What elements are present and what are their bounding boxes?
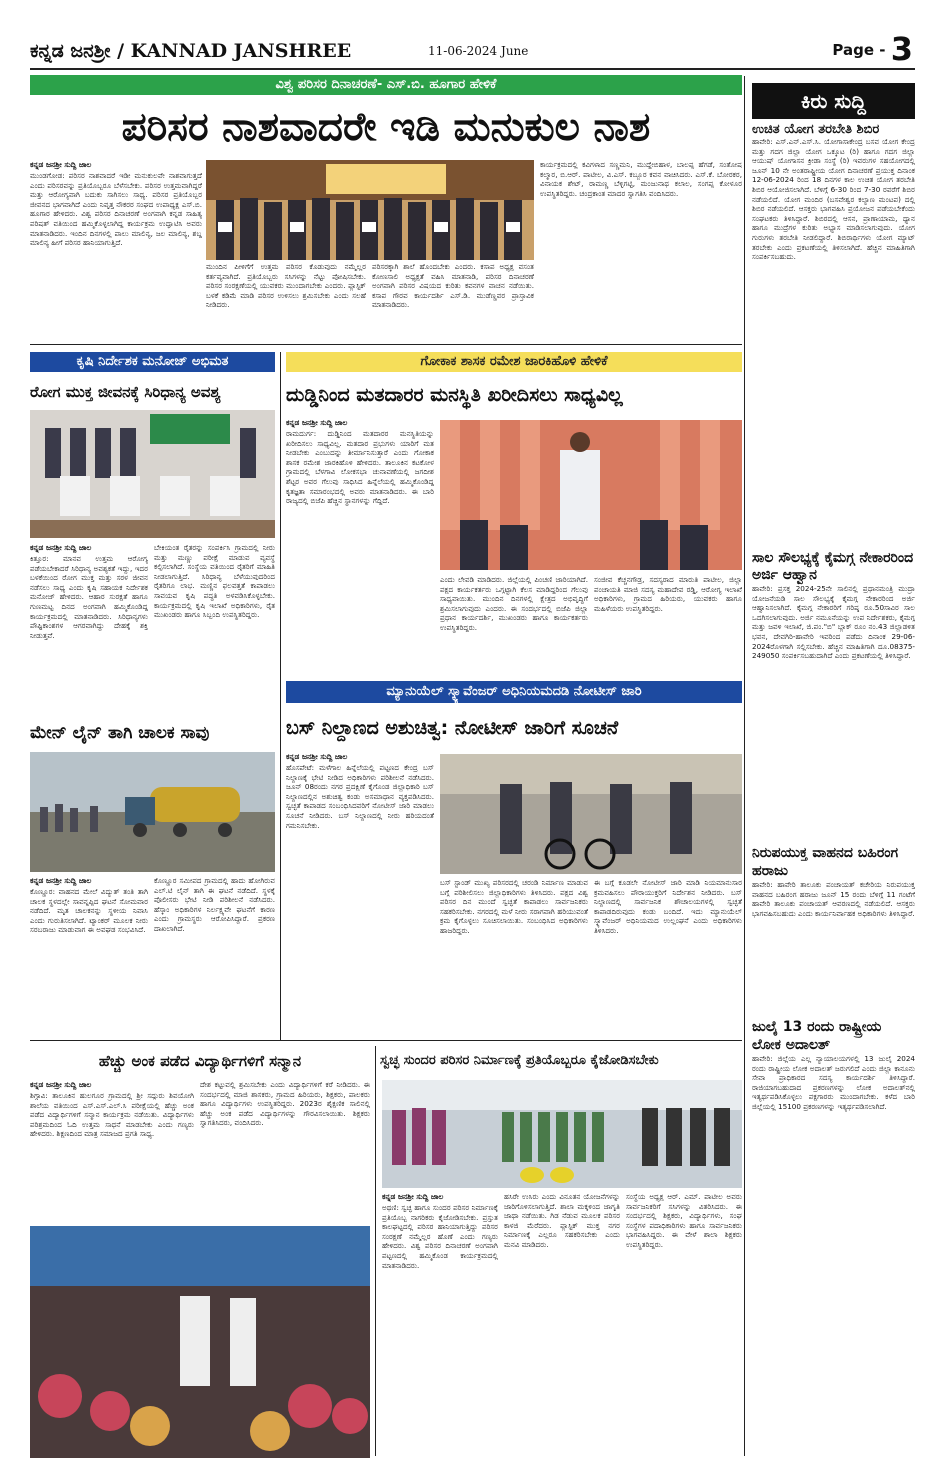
page-indicator [832,30,913,68]
top-story-col1 [30,160,202,338]
agri-story-photo [30,410,275,538]
accident-story-photo [30,752,275,872]
speaker-photo-image [440,420,742,570]
article-text: ಮುಂಡಗೋಡ: ಪರಿಸರ ನಾಶವಾದರೆ ಇಡೀ ಮನುಕುಲವೇ ನಾಶವಾಗುತ್ತದೆ ಎಂದು ಪರಿಸರವನ್ನು ಪ್ರತಿಯೊಬ್ಬರೂ ಬೆಳೆಸಬೇಕು. ಪರಿಸರ ಉತ್ತಮವಾಗಿದ್ದರೆ ಮತ್ತು ಆರೋಗ್ಯವಾಗಿ ಬದುಕು ಸಾಗಿಸಲು ಸಾಧ್ಯ. ಪರಿಸರ ಪ್ರತಿಯೊಬ್ಬರ ಜೀವನದ ಭಾಗವಾಗಿದೆ ಎಂದು ನಿವೃತ್ತ ನೌಕರರ ಸಂಘದ ಉಪಾಧ್ಯಕ್ಷ ಎಸ್.ಬಿ. ಹೂಗಾರ ಹೇಳಿದರು. ವಿಶ್ವ ಪರಿಸರ ದಿನಾಚರಣೆ ಅಂಗವಾಗಿ ಕನ್ನಡ ಸಾಹಿತ್ಯ ಪರಿಷತ್ ವತಿಯಿಂದ ಹಮ್ಮಿಕೊಳ್ಳಲಾಗಿದ್ದ ಕಾರ್ಯಕ್ರಮ ಉದ್ಘಾಟಿಸಿ ಅವರು ಮಾತನಾಡಿದರು. ಇಂದಿನ ದಿನಗಳಲ್ಲಿ ಪಾಲು ಮಾಲಿನ್ಯ, ಜಲ ಮಾಲಿನ್ಯ, ಶಬ್ದ ಮಾಲಿನ್ಯ ಹೀಗೆ ಪರಿಸರ ಹಾನಿಯಾಗುತ್ತಿದೆ. [30,171,202,248]
column-divider [375,1046,376,1456]
column-divider [280,352,281,1040]
page-number: 3 [890,30,913,68]
felicitation-photo-image [30,1226,370,1458]
side-item-body: ಹಾವೇರಿ: ಪ್ರಸಕ್ತ 2024-25ನೇ ಸಾಲಿನಲ್ಲಿ ಪ್ರಧಾನಮಂತ್ರಿ ಮುದ್ರಾ ಯೋಜನೆಯಡಿ ಸಾಲ ಸೌಲಭ್ಯಕ್ಕೆ ಕೈಮಗ್ಗ ನೇಕಾರರಿಂದ ಅರ್ಜಿ ಆಹ್ವಾನಿಸಲಾಗಿದೆ. ಕೈಮಗ್ಗ ನೇಕಾರರಿಗೆ ಗರಿಷ್ಠ ರೂ.50ಸಾವಿರ ಸಾಲ ಒದಗಿಸಲಾಗುವುದು. ಅರ್ಜಿ ನಮೂನೆಯನ್ನು ಉಪ ನಿರ್ದೇಶಕರು, ಕೈಮಗ್ಗ ಮತ್ತು ಜವಳಿ ಇಲಾಖೆ, ಜಿ.ಪಂ."ಬಿ" ಬ್ಲಾಕ್ ರೂಂ ನಂ.43 ಜಿಲ್ಲಾಡಳಿತ ಭವನ, ದೇವಗಿರಿ-ಹಾವೇರಿ ಇವರಿಂದ ಪಡೆದು ದಿನಾಂಕ 29-06-2024ರೊಳಗಾಗಿ ಸಲ್ಲಿಸಬೇಕು. ಹೆಚ್ಚಿನ ಮಾಹಿತಿಗಾಗಿ ದೂ.08375-249050 ಸಂಪರ್ಕಿಸಬಹುದಾಗಿದೆ ಎಂದು ಪ್ರಕಟಣೆಯಲ್ಲಿ ತಿಳಿಸಿದ್ದಾರೆ. [752,584,915,661]
agri-story-headline: ರೋಗ ಮುಕ್ತ ಜೀವನಕ್ಕೆ ಸಿರಿಧಾನ್ಯ ಅವಶ್ಯ [30,383,221,401]
bus-stand-photo-image [440,754,742,874]
byline: ಕನ್ನಡ ಜನಶ್ರೀ ಸುದ್ದಿ ಜಾಲ [286,418,348,427]
students-story-photo [30,1226,370,1458]
byline: ಕನ್ನಡ ಜನಶ್ರೀ ಸುದ್ದಿ ಜಾಲ [30,160,92,169]
clean-story-headline: ಸ್ವಚ್ಛ ಸುಂದರ ಪರಿಸರ ನಿರ್ಮಾಣಕ್ಕೆ ಪ್ರತಿಯೊಬ್ಬರೂ ಕೈಜೋಡಿಸಬೇಕು [380,1053,659,1068]
scavenger-story-kicker: ಮ್ಯಾನುಯೆಲ್ ಸ್ಕ್ಯಾವೆಂಜರ್ ಅಧಿನಿಯಮದಡಿ ನೋಟೀಸ್ ಜಾರಿ [286,681,742,703]
students-story-col1 [30,1080,194,1220]
scavenger-story-headline: ಬಸ್ ನಿಲ್ದಾಣದ ಅಶುಚಿತ್ವ: ನೋಟೀಸ್ ಜಾರಿಗೆ ಸೂಚನೆ [286,717,619,739]
article-text: ಹೊಸಪೇಟೆ: ಮಳೆಗಾಲ ಹಿನ್ನೆಲೆಯಲ್ಲಿ ಪಟ್ಟಣದ ಕೇಂದ್ರ ಬಸ್ ನಿಲ್ದಾಣಕ್ಕೆ ಭೇಟಿ ನೀಡಿದ ಅಧಿಕಾರಿಗಳು ಪರಿಶೀಲನೆ ನಡೆಸಿದರು. ಜೂನ್ 08ರಂದು ನಗರ ಪ್ರದಕ್ಷಿಣೆ ಕೈಗೊಂಡ ಜಿಲ್ಲಾಧಿಕಾರಿ ಬಸ್ ನಿಲ್ದಾಣದಲ್ಲಿನ ಅಶುಚಿತ್ವ ಕಂಡು ಅಸಮಾಧಾನ ವ್ಯಕ್ತಪಡಿಸಿದರು. ಸ್ವಚ್ಛತೆ ಕಾಪಾಡದ ಸಂಬಂಧಿಸಿದವರಿಗೆ ನೋಟೀಸ್ ಜಾರಿ ಮಾಡಲು ಸೂಚನೆ ನೀಡಿದರು. ಬಸ್ ನಿಲ್ದಾಣದಲ್ಲಿ ನೀರು ಹರಿಯದಂತೆ ಗಮನಿಸಬೇಕು. [286,763,434,830]
officials-photo-image [30,410,275,538]
article-text: ಅಥಣಿ: ಸ್ವಚ್ಛ ಹಾಗೂ ಸುಂದರ ಪರಿಸರ ನಿರ್ಮಾಣಕ್ಕೆ ಪ್ರತಿಯೊಬ್ಬ ನಾಗರಿಕರು ಕೈಜೋಡಿಸಬೇಕು. ಪ್ರಸ್ತುತ ಕಾಲಘಟ್ಟದಲ್ಲಿ ಪರಿಸರ ಹಾನಿಯಾಗುತ್ತಿದ್ದು ಪರಿಸರ ಸಂರಕ್ಷಣೆ ನಮ್ಮೆಲ್ಲರ ಹೊಣೆ ಎಂದು ಗಣ್ಯರು ಹೇಳಿದರು. ವಿಶ್ವ ಪರಿಸರ ದಿನಾಚರಣೆ ಅಂಗವಾಗಿ ಪಟ್ಟಣದಲ್ಲಿ ಹಮ್ಮಿಕೊಂಡ ಕಾರ್ಯಕ್ರಮದಲ್ಲಿ ಮಾತನಾಡಿದರು. [382,1203,498,1270]
clean-story-col1 [382,1192,498,1456]
side-item-loan [752,550,915,840]
byline: ಕನ್ನಡ ಜನಶ್ರೀ ಸುದ್ದಿ ಜಾಲ [30,543,92,552]
side-news-title: ಕಿರು ಸುದ್ದಿ [752,83,915,119]
clean-story-col2: ಹಸಿರೇ ಉಸಿರು ಎಂದು ವಿನೂತನ ಯೋಜನೆಗಳನ್ನು ಜಾರಿಗೊಳಿಸಲಾಗುತ್ತಿದೆ. ಶಾಲಾ ಮಕ್ಕಳಿಂದ ಜಾಗೃತಿ ಜಾಥಾ ನಡೆಯಿತು. ಗಿಡ ನೆಡುವ ಮೂಲಕ ಪರಿಸರ ಕಾಳಜಿ ಮೆರೆದರು. ಪ್ಲಾಸ್ಟಿಕ್ ಮುಕ್ತ ನಗರ ನಿರ್ಮಾಣಕ್ಕೆ ಎಲ್ಲರೂ ಸಹಕರಿಸಬೇಕು ಎಂದು ಮನವಿ ಮಾಡಿದರು. [504,1192,620,1249]
top-story-photo [206,160,534,260]
group-photo-image [206,160,534,260]
agri-story-col1 [30,543,148,713]
top-story-kicker: ವಿಶ್ವ ಪರಿಸರ ದಿನಾಚರಣೆ- ಎಸ್.ಬಿ. ಹೂಗಾರ ಹೇಳಿಕೆ [30,75,742,95]
page-label: Page - [832,41,886,59]
gokak-story-photo [440,420,742,570]
byline: ಕನ್ನಡ ಜನಶ್ರೀ ಸುದ್ದಿ ಜಾಲ [286,752,348,761]
clean-story-col3: ಸಂಸ್ಥೆಯ ಅಧ್ಯಕ್ಷ ಆರ್. ಎಮ್. ಪಾಟೀಲ ಅವರು ಸಾರ್ವಜನಿಕರಿಗೆ ಸಸಿಗಳನ್ನು ವಿತರಿಸಿದರು. ಈ ಸಂದರ್ಭದಲ್ಲಿ ಶಿಕ್ಷಕರು, ವಿದ್ಯಾರ್ಥಿಗಳು, ಸಂಘ ಸಂಸ್ಥೆಗಳ ಪದಾಧಿಕಾರಿಗಳು ಹಾಗೂ ಸಾರ್ವಜನಿಕರು ಭಾಗವಹಿಸಿದ್ದರು. ಈ ವೇಳೆ ಶಾಲಾ ಶಿಕ್ಷಕರು ಉಪಸ್ಥಿತರಿದ್ದರು. [626,1192,742,1249]
side-item-body: ಹಾವೇರಿ: ಹಾವೇರಿ ತಾಲೂಕು ಪಂಚಾಯತ್ ಕಚೇರಿಯ ನಿರುಪಯುಕ್ತ ವಾಹನದ ಬಹಿರಂಗ ಹರಾಜು ಜೂನ್ 15 ರಂದು ಬೆಳಿಗ್ಗೆ 11 ಗಂಟೆಗೆ ಹಾವೇರಿ ತಾಲೂಕು ಪಂಚಾಯತ್ ಆವರಣದಲ್ಲಿ ನಡೆಯಲಿದೆ. ಆಸಕ್ತರು ಭಾಗವಹಿಸಬಹುದು ಎಂದು ಕಾರ್ಯನಿರ್ವಾಹಕ ಅಧಿಕಾರಿಗಳು ತಿಳಿಸಿದ್ದಾರೆ. [752,880,915,918]
clean-drive-photo-image [382,1080,742,1188]
side-item-yoga [752,122,915,547]
article-text: ರಾಮದುರ್ಗ: ದುಡ್ಡಿನಿಂದ ಮತದಾರರ ಮನಸ್ಥಿತಿಯನ್ನು ಖರೀದಿಸಲು ಸಾಧ್ಯವಿಲ್ಲ. ಮತದಾರ ಪ್ರಭುಗಳು ಯಾರಿಗೆ ಮತ ನೀಡಬೇಕು ಎಂಬುದನ್ನು ತೀರ್ಮಾನಿಸುತ್ತಾರೆ ಎಂದು ಗೋಕಾಕ ಶಾಸಕ ರಮೇಶ ಜಾರಕಿಹೊಳಿ ಹೇಳಿದರು. ತಾಲೂಕಿನ ಕಟಕೋಳ ಗ್ರಾಮದಲ್ಲಿ ಬೆಳಗಾವಿ ಲೋಕಸಭಾ ಚುನಾವಣೆಯಲ್ಲಿ ಜಗದೀಶ ಶೆಟ್ಟರ ಅವರ ಗೆಲುವು ಸಾಧಿಸಿದ ಹಿನ್ನೆಲೆಯಲ್ಲಿ ಹಮ್ಮಿಕೊಂಡಿದ್ದ ಕೃತಜ್ಞತಾ ಸಮಾರಂಭದಲ್ಲಿ ಅವರು ಮಾತನಾಡಿದರು. ಈ ಬಾರಿ ರಾಜ್ಯದಲ್ಲಿ ಬಿಜೆಪಿ ಹೆಚ್ಚಿನ ಸ್ಥಾನಗಳನ್ನು ಗೆದ್ದಿದೆ. [286,429,434,506]
column-divider [744,76,746,1456]
top-story-col2: ಮುಂದಿನ ಪೀಳಿಗೆಗೆ ಉತ್ತಮ ಪರಿಸರ ಕೊಡುವುದು ನಮ್ಮೆಲ್ಲರ ಕರ್ತವ್ಯವಾಗಿದೆ. ಪ್ರತಿಯೊಬ್ಬರು ಸಸಿಗಳನ್ನು ನೆಟ್ಟು ಪೋಷಿಸಬೇಕು. ಪರಿಸರ ಸಂರಕ್ಷಣೆಯಲ್ಲಿ ಯುವಕರು ಮುಂದಾಗಬೇಕು ಎಂದರು. ಪ್ಲಾಸ್ಟಿಕ್ ಬಳಕೆ ಕಡಿಮೆ ಮಾಡಿ ಪರಿಸರ ಉಳಿಸಲು ಶ್ರಮಿಸಬೇಕು ಎಂದು ಸಲಹೆ ನೀಡಿದರು. [206,262,366,310]
article-text: ಕೊಣ್ಣೂರ: ವಾಹನದ ಮೇಲೆ ವಿದ್ಯುತ್ ತಂತಿ ತಾಗಿ ಚಾಲಕ ಸ್ಥಳದಲ್ಲೇ ಸಾವನ್ನಪ್ಪಿದ ಘಟನೆ ಸೋಮವಾರ ನಡೆದಿದೆ. ಮೃತ ಚಾಲಕನನ್ನು ಸ್ಥಳೀಯ ನಿವಾಸಿ ಎಂದು ಗುರುತಿಸಲಾಗಿದೆ. ಟ್ಯಾಂಕರ್ ಮೂಲಕ ನೀರು ಸರಬರಾಜು ಮಾಡುವಾಗ ಈ ಅವಘಡ ಸಂಭವಿಸಿದೆ. [30,887,148,935]
side-item-body: ಹಾವೇರಿ: ಜಿಲ್ಲೆಯ ಎಲ್ಲ ನ್ಯಾಯಾಲಯಗಳಲ್ಲಿ 13 ಜುಲೈ 2024 ರಂದು ರಾಷ್ಟ್ರೀಯ ಲೋಕ ಅದಾಲತ್ ಜರುಗಲಿದೆ ಎಂದು ಜಿಲ್ಲಾ ಕಾನೂನು ಸೇವಾ ಪ್ರಾಧಿಕಾರದ ಸದಸ್ಯ ಕಾರ್ಯದರ್ಶಿ ತಿಳಿಸಿದ್ದಾರೆ. ರಾಜಿಯಾಗಬಹುದಾದ ಪ್ರಕರಣಗಳನ್ನು ಲೋಕ ಅದಾಲತ್‌ನಲ್ಲಿ ಇತ್ಯರ್ಥಪಡಿಸಿಕೊಳ್ಳಲು ಪಕ್ಷಗಾರರು ಮುಂದಾಗಬೇಕು. ಕಳೆದ ಬಾರಿ ಜಿಲ್ಲೆಯಲ್ಲಿ 15100 ಪ್ರಕರಣಗಳನ್ನು ಇತ್ಯರ್ಥಪಡಿಸಲಾಗಿದೆ. [752,1054,915,1111]
scavenger-story-col3: ಈ ಬಗ್ಗೆ ಕೂಡಲೇ ನೋಟೀಸ್ ಜಾರಿ ಮಾಡಿ ನಿಯಮಾನುಸಾರ ಕ್ರಮವಹಿಸಲು ಪೌರಾಯುಕ್ತರಿಗೆ ನಿರ್ದೇಶನ ನೀಡಿದರು. ಬಸ್ ನಿಲ್ದಾಣದಲ್ಲಿ ಸಾರ್ವಜನಿಕ ಶೌಚಾಲಯಗಳಲ್ಲಿ ಸ್ವಚ್ಛತೆ ಕಾಪಾಡದಿರುವುದು ಕಂಡು ಬಂದಿದೆ. ಇದು ಮ್ಯಾನುಯೆಲ್ ಸ್ಕ್ಯಾವೆಂಜರ್ ಅಧಿನಿಯಮದ ಉಲ್ಲಂಘನೆ ಎಂದು ಅಧಿಕಾರಿಗಳು ತಿಳಿಸಿದರು. [594,878,742,935]
article-text: ಶಿಗ್ಗಾವಿ: ತಾಲೂಕಿನ ಹುಲಗೂರ ಗ್ರಾಮದಲ್ಲಿ ಶ್ರೀ ಸದ್ಗುರು ಶಿವಯೋಗಿ ಶಾಲೆಯ ವತಿಯಿಂದ ಎಸ್.ಎಸ್.ಎಲ್.ಸಿ ಪರೀಕ್ಷೆಯಲ್ಲಿ ಹೆಚ್ಚು ಅಂಕ ಪಡೆದ ವಿದ್ಯಾರ್ಥಿಗಳಿಗೆ ಸನ್ಮಾನ ಕಾರ್ಯಕ್ರಮ ನಡೆಯಿತು. ವಿದ್ಯಾರ್ಥಿಗಳು ಪರಿಶ್ರಮದಿಂದ ಓದಿ ಉತ್ತಮ ಸಾಧನೆ ಮಾಡಬೇಕು ಎಂದು ಗಣ್ಯರು ಹೇಳಿದರು. ಶಿಕ್ಷಣದಿಂದ ಮಾತ್ರ ಸಮಾಜದ ಪ್ರಗತಿ ಸಾಧ್ಯ. [30,1091,194,1139]
top-story-headline: ಪರಿಸರ ನಾಶವಾದರೇ ಇಡಿ ಮನುಕುಲ ನಾಶ [121,105,651,150]
paper-name: ಕನ್ನಡ ಜನಶ್ರೀ / KANNAD JANSHREE [30,40,352,62]
agri-story-col2: ಬೇಕಿಯಂತ ರೈತರನ್ನು ಸಂಪರ್ಕಿಸಿ ಗ್ರಾಮದಲ್ಲಿ ನೀರು ಮತ್ತು ಮಣ್ಣು ಪರೀಕ್ಷೆ ಮಾಡುವ ವ್ಯವಸ್ಥೆ ಕಲ್ಪಿಸಲಾಗಿದೆ. ಸಂಸ್ಥೆಯ ವತಿಯಿಂದ ರೈತರಿಗೆ ಮಾಹಿತಿ ನೀಡಲಾಗುತ್ತಿದೆ. ಸಿರಿಧಾನ್ಯ ಬೆಳೆಯುವುದರಿಂದ ರೈತರಿಗೂ ಲಾಭ. ಮಣ್ಣಿನ ಫಲವತ್ತತೆ ಕಾಪಾಡಲು ಸಾವಯವ ಕೃಷಿ ಪದ್ಧತಿ ಅಳವಡಿಸಿಕೊಳ್ಳಬೇಕು. ಕಾರ್ಯಕ್ರಮದಲ್ಲಿ ಕೃಷಿ ಇಲಾಖೆ ಅಧಿಕಾರಿಗಳು, ರೈತ ಮುಖಂಡರು ಹಾಗೂ ಸಿಬ್ಬಂದಿ ಉಪಸ್ಥಿತರಿದ್ದರು. [154,543,275,620]
agri-story-kicker: ಕೃಷಿ ನಿರ್ದೇಶಕ ಮನೋಜ್ ಅಭಿಮತ [30,352,275,372]
side-item-body: ಹಾವೇರಿ: ಎಸ್.ಎನ್.ಎಸ್.ಸಿ. ಯೋಗಾಸಾಕೇಂದ್ರ ಬಸವ ಯೋಗ ಕೇಂದ್ರ ಮತ್ತು ಗದಗ ಜಿಲ್ಲಾ ಯೋಗ ಒಕ್ಕೂಟ (ರಿ) ಹಾಗೂ ಗದಗ ಜಿಲ್ಲಾ ಆಯುಷ್ ಯೋಗಾಸನ ಕ್ರೀಡಾ ಸಂಸ್ಥೆ (ರಿ) ಇವರುಗಳ ಸಹಯೋಗದಲ್ಲಿ ಜೂನ್ 10 ನೇ ಅಂತರಾಷ್ಟ್ರೀಯ ಯೋಗ ದಿನಾಚರಣೆ ಪ್ರಯುಕ್ತ ದಿನಾಂಕ 12-06-2024 ರಿಂದ 18 ದಿನಗಳ ಕಾಲ ಉಚಿತ ಯೋಗ ತರಬೇತಿ ಶಿಬಿರ ಆಯೋಜಿಸಲಾಗಿದೆ. ಬೆಳಿಗ್ಗೆ 6-30 ರಿಂದ 7-30 ರವರೆಗೆ ಶಿಬಿರ ನಡೆಯಲಿದೆ. ಯೋಗ ಮಂದಿರ (ಬಸವೇಶ್ವರ ಕಲ್ಯಾಣ ಮಂಟಪ) ದಲ್ಲಿ ಶಿಬಿರ ನಡೆಯಲಿದೆ. ಆಸಕ್ತರು ಭಾಗವಹಿಸಿ ಪ್ರಯೋಜನ ಪಡೆಯಬೇಕೆಂದು ಸಂಘಟಕರು ತಿಳಿಸಿದ್ದಾರೆ. ಶಿಬಿರದಲ್ಲಿ ಆಸನ, ಪ್ರಾಣಾಯಾಮ, ಧ್ಯಾನ ಹಾಗೂ ಮುದ್ರೆಗಳ ಕುರಿತು ಅಭ್ಯಾಸ ಮಾಡಿಸಲಾಗುವುದು. ಯೋಗ ಗುರುಗಳು ತರಬೇತಿ ನೀಡಲಿದ್ದಾರೆ. ಶಿಬಿರಾರ್ಥಿಗಳು ಯೋಗ ಮ್ಯಾಟ್ ತರಬೇಕು ಎಂದು ಪ್ರಕಟಣೆಯಲ್ಲಿ ತಿಳಿಸಲಾಗಿದೆ. ಹೆಚ್ಚಿನ ಮಾಹಿತಿಗಾಗಿ ಸಂಪರ್ಕಿಸಬಹುದು. [752,137,915,262]
clean-story-photo [382,1080,742,1188]
byline: ಕನ್ನಡ ಜನಶ್ರೀ ಸುದ್ದಿ ಜಾಲ [382,1192,444,1201]
side-item-title: ಉಚಿತ ಯೋಗ ತರಬೇತಿ ಶಿಬಿರ [752,122,880,137]
byline: ಕನ್ನಡ ಜನಶ್ರೀ ಸುದ್ದಿ ಜಾಲ [30,1080,92,1089]
scavenger-story-photo [440,754,742,874]
side-item-auction [752,844,915,1014]
top-story-col3: ಪರಿಸರಕ್ಕಾಗಿ ಶಾಲೆ ಹೊಂದಬೇಕು ಎಂದರು. ಕಸಾಪ ಅಧ್ಯಕ್ಷ ವಸಂತ ಕೋಣಸಾಲಿ ಅಧ್ಯಕ್ಷತೆ ವಹಿಸಿ ಮಾತನಾಡಿ, ಪರಿಸರ ದಿನಾಚರಣೆ ಅಂಗವಾಗಿ ಪರಿಸರ ವಿಷಯದ ಕುರಿತು ಕವನಗಳ ವಾಚನ ನಡೆಯಿತು. ಕಸಾಪ ಗೌರವ ಕಾರ್ಯದರ್ಶಿ ಎಸ್.ಡಿ. ಮುಡೆಣ್ಣವರ ಪ್ರಾಸ್ತಾವಿಕ ಮಾತನಾಡಿದರು. [372,262,534,310]
accident-story-col1 [30,876,148,1036]
side-item-title: ನಿರುಪಯುಕ್ತ ವಾಹನದ ಬಹಿರಂಗ ಹರಾಜು [752,845,899,879]
students-story-col2: ದೇಶ ಕಟ್ಟುವಲ್ಲಿ ಶ್ರಮಿಸಬೇಕು ಎಂದು ವಿದ್ಯಾರ್ಥಿಗಳಿಗೆ ಕರೆ ನೀಡಿದರು. ಈ ಸಂದರ್ಭದಲ್ಲಿ ಮಾಜಿ ಶಾಸಕರು, ಗ್ರಾಮದ ಹಿರಿಯರು, ಶಿಕ್ಷಕರು, ಪಾಲಕರು ಹಾಗೂ ವಿದ್ಯಾರ್ಥಿಗಳು ಉಪಸ್ಥಿತರಿದ್ದರು. 2023ರ ಶೈಕ್ಷಣಿಕ ಸಾಲಿನಲ್ಲಿ ಹೆಚ್ಚು ಅಂಕ ಪಡೆದ ವಿದ್ಯಾರ್ಥಿಗಳನ್ನು ಗೌರವಿಸಲಾಯಿತು. ಶಿಕ್ಷಕರು ಸ್ವಾಗತಿಸಿದರು, ವಂದಿಸಿದರು. [200,1080,370,1128]
accident-story-col2: ಕೊಣ್ಣೂರ ಸಮೀಪದ ಗ್ರಾಮದಲ್ಲಿ ಹಾದು ಹೋಗಿರುವ ಎಲ್.ಟಿ ಲೈನ್ ತಾಗಿ ಈ ಘಟನೆ ನಡೆದಿದೆ. ಸ್ಥಳಕ್ಕೆ ಪೊಲೀಸರು ಭೇಟಿ ನೀಡಿ ಪರಿಶೀಲನೆ ನಡೆಸಿದರು. ಹೆಸ್ಕಾಂ ಅಧಿಕಾರಿಗಳ ನಿರ್ಲಕ್ಷ್ಯವೇ ಘಟನೆಗೆ ಕಾರಣ ಎಂದು ಗ್ರಾಮಸ್ಥರು ಆರೋಪಿಸಿದ್ದಾರೆ. ಪ್ರಕರಣ ದಾಖಲಾಗಿದೆ. [154,876,275,933]
gokak-story-col1 [286,418,434,676]
byline: ಕನ್ನಡ ಜನಶ್ರೀ ಸುದ್ದಿ ಜಾಲ [30,876,92,885]
gokak-story-kicker: ಗೋಕಾಕ ಶಾಸಕ ರಮೇಶ ಜಾರಕಿಹೊಳಿ ಹೇಳಿಕೆ [286,352,742,372]
scavenger-story-col1 [286,752,434,1034]
section-rule [30,1040,742,1041]
scavenger-story-col2: ಬಸ್ ಸ್ಟಾಂಡ್ ಮುಖ್ಯ ಪರಿಸರದಲ್ಲಿ ಚರಂಡಿ ನಿರ್ಮಾಣ ಮಾಡುವ ಬಗ್ಗೆ ಪರಿಶೀಲಿಸಲು ಜಿಲ್ಲಾಧಿಕಾರಿಗಳು ತಿಳಿಸಿದರು. ಪಕ್ಷದ ವಿಶ್ವ ಪರಿಸರ ದಿನ ಮುಂದೆ ಸ್ವಚ್ಛತೆ ಕಾಪಾಡಲು ಸಾರ್ವಜನಿಕರು ಸಹಕರಿಸಬೇಕು. ನಗರದಲ್ಲಿ ಮಳೆ ನೀರು ಸರಾಗವಾಗಿ ಹರಿಯುವಂತೆ ಕ್ರಮ ಕೈಗೊಳ್ಳಲು ಸೂಚಿಸಲಾಯಿತು. ಸಂಬಂಧಿಸಿದ ಅಧಿಕಾರಿಗಳು ಹಾಜರಿದ್ದರು. [440,878,588,935]
top-story-col4: ಕಾರ್ಯಕ್ರಮದಲ್ಲಿ ಕವಿಗಳಾದ ಸಣ್ಣಮನಿ, ಮುದ್ದೇಬಿಹಾಳ, ಬಾಲಪ್ಪ ಹೆಗಡೆ, ಸಂತೋಷ ಕಲ್ಮಾರ, ಬಿ.ಆರ್. ಪಾಟೀಲ, ವಿ.ಎಸ್. ಕಬ್ಬೂರ ಕವನ ವಾಚಿಸಿದರು. ಎಸ್.ಕೆ. ಬೋರಕರ, ವಿನಾಯಕ ಶೇಟ್, ರಾಮಣ್ಣ ಬೆಳ್ಳಿಗಟ್ಟಿ, ಮಂಜುನಾಥ ಕಲಾಲ, ಸಂಗಪ್ಪ ಕೋಳೂರ ಉಪಸ್ಥಿತರಿದ್ದರು. ಚಂದ್ರಕಾಂತ ಮಾದರ ಸ್ವಾಗತಿಸಿ ವಂದಿಸಿದರು. [540,160,742,198]
accident-story-headline: ಮೇನ್ ಲೈನ್ ತಾಗಿ ಚಾಲಕ ಸಾವು [30,723,210,743]
masthead [30,30,915,70]
gokak-story-col2: ಎಂದು ಲೇವಡಿ ಮಾಡಿದರು. ಜಿಲ್ಲೆಯಲ್ಲಿ ಪಿಂಚಣಿ ಜಾರಿಯಾಗಿದೆ. ಪಕ್ಷದ ಕಾರ್ಯಕರ್ತರು ಒಗ್ಗಟ್ಟಾಗಿ ಕೆಲಸ ಮಾಡಿದ್ದರಿಂದ ಗೆಲುವು ಸಾಧ್ಯವಾಯಿತು. ಮುಂದಿನ ದಿನಗಳಲ್ಲಿ ಕ್ಷೇತ್ರದ ಅಭಿವೃದ್ಧಿಗೆ ಶ್ರಮಿಸಲಾಗುವುದು ಎಂದರು. ಈ ಸಂದರ್ಭದಲ್ಲಿ ಬಿಜೆಪಿ ಜಿಲ್ಲಾ ಪ್ರಧಾನ ಕಾರ್ಯದರ್ಶಿ, ಮುಖಂಡರು ಹಾಗೂ ಕಾರ್ಯಕರ್ತರು ಉಪಸ್ಥಿತರಿದ್ದರು. [440,575,588,632]
side-item-title: ಸಾಲ ಸೌಲಭ್ಯಕ್ಕೆ ಕೈಮಗ್ಗ ನೇಕಾರರಿಂದ ಅರ್ಜಿ ಆಹ್ವಾನ [752,550,914,583]
side-item-title: ಜುಲೈ 13 ರಂದು ರಾಷ್ಟ್ರೀಯ ಲೋಕ ಅದಾಲತ್ [752,1019,882,1053]
article-text: ಕಿತ್ತೂರ: ಮಾನವ ಉತ್ತಮ ಆರೋಗ್ಯ ಪಡೆಯಬೇಕಾದರೆ ಸಿರಿಧಾನ್ಯ ಅವಶ್ಯಕತೆ ಇದ್ದು, ಇದರ ಬಳಕೆಯಿಂದ ರೋಗ ಮುಕ್ತ ಮತ್ತು ಸರಳ ಜೀವನ ನಡೆಸಲು ಸಾಧ್ಯ ಎಂದು ಕೃಷಿ ಸಹಾಯಕ ನಿರ್ದೇಶಕ ಮನೋಜ್ ಹೇಳಿದರು. ಆಹಾರ ಸುರಕ್ಷತೆ ಹಾಗೂ ಗುಣಮಟ್ಟ ದಿನದ ಅಂಗವಾಗಿ ಹಮ್ಮಿಕೊಂಡಿದ್ದ ಕಾರ್ಯಕ್ರಮದಲ್ಲಿ ಮಾತನಾಡಿದರು. ಸಿರಿಧಾನ್ಯಗಳು ಪೌಷ್ಟಿಕಾಂಶಗಳ ಆಗರವಾಗಿದ್ದು ದೇಹಕ್ಕೆ ಶಕ್ತಿ ನೀಡುತ್ತವೆ. [30,554,148,640]
issue-date: 11-06-2024 June [428,44,529,58]
tanker-photo-image [30,752,275,872]
gokak-story-headline: ದುಡ್ಡಿನಿಂದ ಮತದಾರರ ಮನಸ್ಥಿತಿ ಖರೀದಿಸಲು ಸಾಧ್ಯವಿಲ್ಲ [286,384,623,406]
students-story-headline: ಹೆಚ್ಚು ಅಂಕ ಪಡೆದ ವಿದ್ಯಾರ್ಥಿಗಳಿಗೆ ಸನ್ಮಾನ [98,1052,302,1070]
side-item-adalat [752,1018,915,1458]
gokak-story-col3: ಸಂಜೀವ ಕೆಚ್ಚನಗೌಡ್ರ, ಸದಸ್ಯರಾದ ಮಾರುತಿ ಪಾಟೀಲ, ಜಿಲ್ಲಾ ಪಂಚಾಯತಿ ಮಾಜಿ ಸದಸ್ಯ ಮಹಾದೇವ ರಡ್ಡಿ, ಆರೋಗ್ಯ ಇಲಾಖೆ ಅಧಿಕಾರಿಗಳು, ಗ್ರಾಮದ ಹಿರಿಯರು, ಯುವಕರು ಹಾಗೂ ಮಹಿಳೆಯರು ಉಪಸ್ಥಿತರಿದ್ದರು. [594,575,742,613]
section-rule [30,344,742,345]
